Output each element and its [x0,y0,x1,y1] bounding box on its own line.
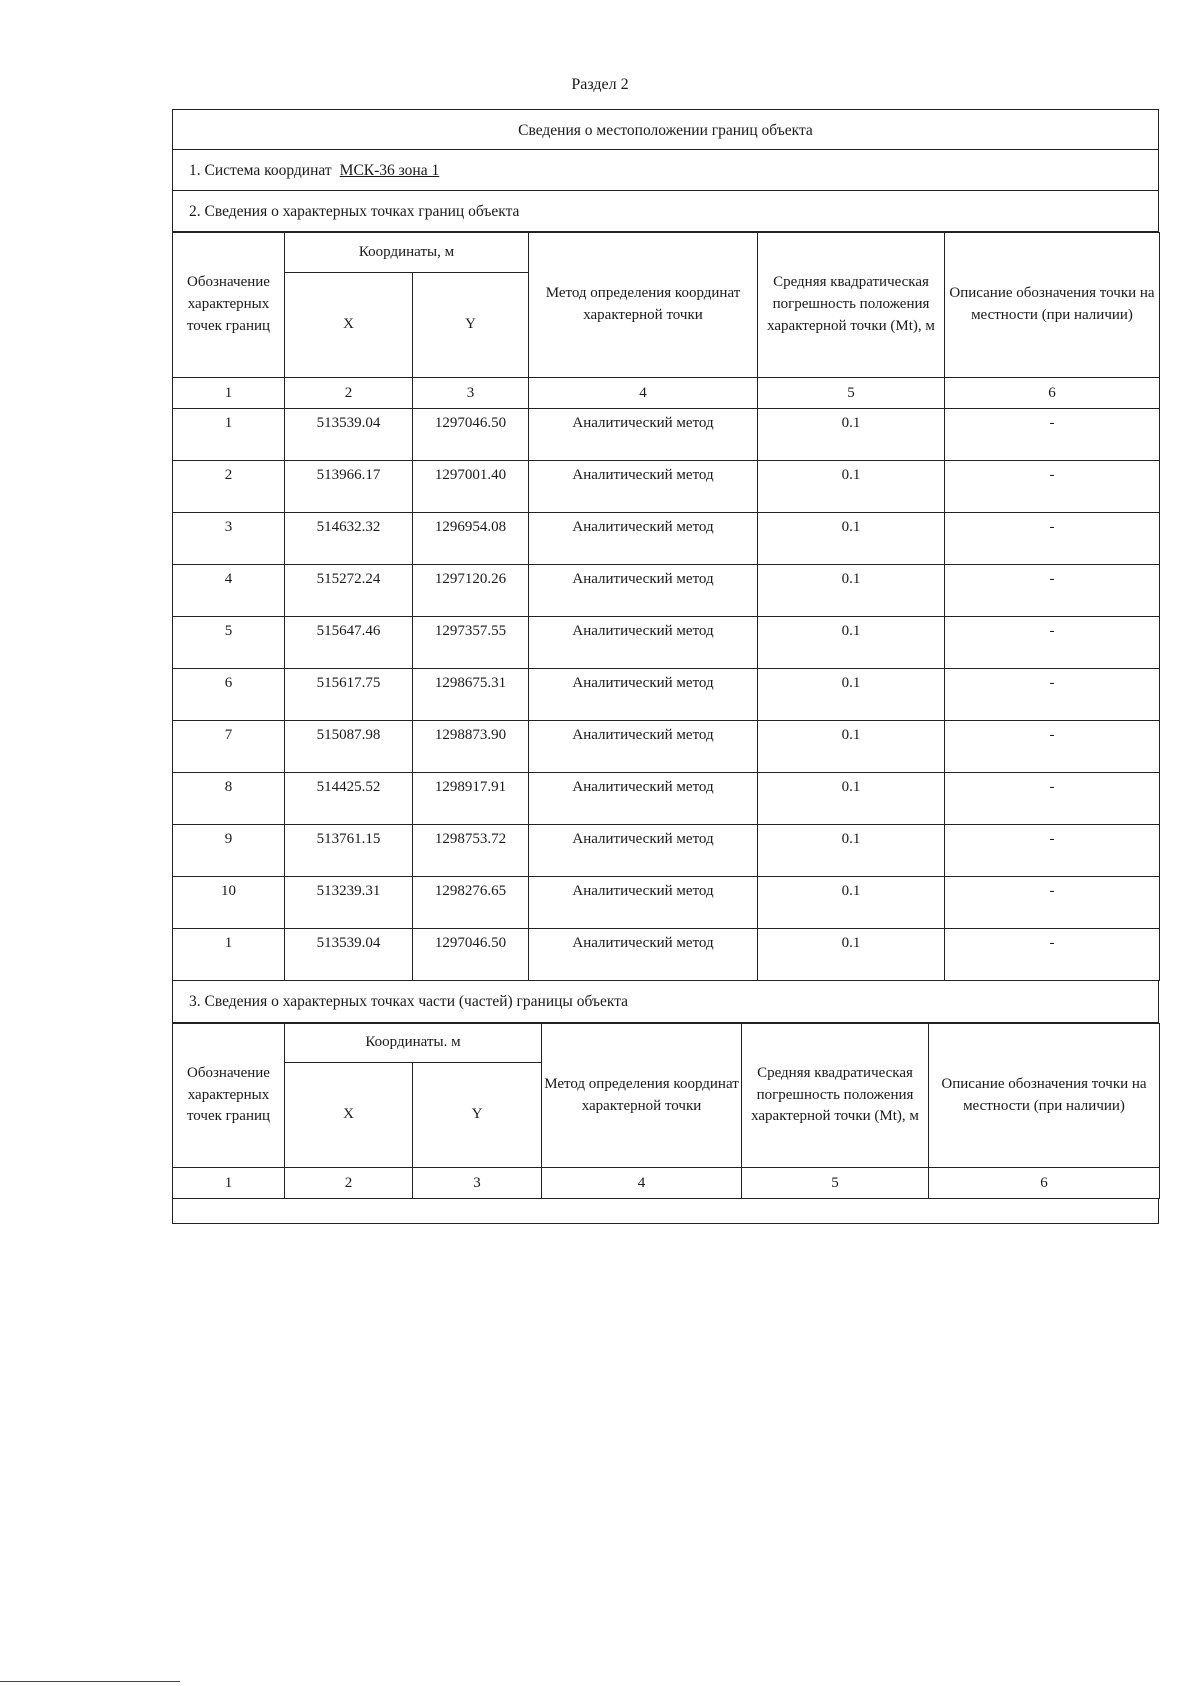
coord-system-value: МСК-36 зона 1 [339,162,440,179]
coord-system-row [172,150,1159,191]
parts-section-label: 3. Сведения о характерных точках части (частей) границы объекта [172,981,1159,1023]
point-method: Аналитический метод [529,513,758,565]
point-description: - [945,617,1160,669]
boundary-info-frame [172,109,1159,1224]
point-x: 513539.04 [285,409,413,461]
point-method: Аналитический метод [529,565,758,617]
point-y: 1297120.26 [413,565,529,617]
point-designation: 7 [173,721,285,773]
header-description: Описание обозначения точки на местности (при наличии) [929,1024,1160,1168]
point-x: 514632.32 [285,513,413,565]
header-y: Y [413,273,529,378]
point-y: 1296954.08 [413,513,529,565]
point-description: - [945,877,1160,929]
point-description: - [945,409,1160,461]
header-designation: Обозначение характерных точек границ [173,1024,285,1168]
column-number: 4 [542,1168,742,1199]
scan-edge-line [0,1681,180,1682]
point-method: Аналитический метод [529,929,758,981]
point-method: Аналитический метод [529,773,758,825]
point-designation: 8 [173,773,285,825]
header-method: Метод определения координат характерной точки [529,233,758,378]
point-y: 1297046.50 [413,409,529,461]
point-designation: 10 [173,877,285,929]
point-designation: 6 [173,669,285,721]
point-x: 513761.15 [285,825,413,877]
column-number: 5 [742,1168,929,1199]
column-number: 2 [285,378,413,409]
table-row [173,617,1160,669]
point-description: - [945,669,1160,721]
point-description: - [945,825,1160,877]
table-row [173,929,1160,981]
coord-system-label: 1. Система координат [189,162,332,179]
column-numbers-row [173,1168,1160,1199]
point-error: 0.1 [758,461,945,513]
column-number: 1 [173,1168,285,1199]
table-row [173,877,1160,929]
table-row [173,825,1160,877]
point-designation: 3 [173,513,285,565]
point-error: 0.1 [758,409,945,461]
table-row [173,669,1160,721]
point-description: - [945,461,1160,513]
point-method: Аналитический метод [529,461,758,513]
column-number: 6 [929,1168,1160,1199]
header-coordinates: Координаты, м [285,233,529,273]
table-row [173,721,1160,773]
column-number: 4 [529,378,758,409]
point-error: 0.1 [758,773,945,825]
point-x: 515272.24 [285,565,413,617]
boundary-heading: Сведения о местоположении границ объекта [172,109,1159,150]
table-row [173,773,1160,825]
column-number: 1 [173,378,285,409]
header-error: Средняя квадратическая погрешность положения характерной точки (Mt), м [758,233,945,378]
table-row [173,513,1160,565]
point-description: - [945,565,1160,617]
point-method: Аналитический метод [529,825,758,877]
point-method: Аналитический метод [529,409,758,461]
point-error: 0.1 [758,565,945,617]
boundary-points-table [172,232,1160,981]
column-numbers-row [173,378,1160,409]
point-description: - [945,721,1160,773]
point-x: 513239.31 [285,877,413,929]
point-x: 513966.17 [285,461,413,513]
point-designation: 2 [173,461,285,513]
header-designation: Обозначение характерных точек границ [173,233,285,378]
point-designation: 9 [173,825,285,877]
column-number: 6 [945,378,1160,409]
point-y: 1297357.55 [413,617,529,669]
point-y: 1297001.40 [413,461,529,513]
header-row [173,233,1160,273]
point-error: 0.1 [758,513,945,565]
point-description: - [945,513,1160,565]
boundary-parts-table [172,1023,1160,1199]
point-y: 1298753.72 [413,825,529,877]
table-row [173,461,1160,513]
column-number: 3 [413,378,529,409]
point-error: 0.1 [758,877,945,929]
point-designation: 4 [173,565,285,617]
header-description: Описание обозначения точки на местности (при наличии) [945,233,1160,378]
column-number: 3 [413,1168,542,1199]
header-y: Y [413,1063,542,1168]
empty-row [172,1199,1159,1224]
point-x: 515087.98 [285,721,413,773]
point-designation: 1 [173,409,285,461]
point-method: Аналитический метод [529,669,758,721]
point-error: 0.1 [758,825,945,877]
point-x: 513539.04 [285,929,413,981]
point-y: 1298917.91 [413,773,529,825]
section-title: Раздел 2 [571,76,629,93]
point-error: 0.1 [758,929,945,981]
point-method: Аналитический метод [529,721,758,773]
table-row [173,409,1160,461]
column-number: 2 [285,1168,413,1199]
point-designation: 5 [173,617,285,669]
header-x: X [285,1063,413,1168]
column-number: 5 [758,378,945,409]
point-x: 515617.75 [285,669,413,721]
table-row [173,565,1160,617]
point-x: 515647.46 [285,617,413,669]
point-error: 0.1 [758,617,945,669]
point-x: 514425.52 [285,773,413,825]
header-method: Метод определения координат характерной точки [542,1024,742,1168]
point-designation: 1 [173,929,285,981]
header-error: Средняя квадратическая погрешность положения характерной точки (Mt), м [742,1024,929,1168]
point-error: 0.1 [758,721,945,773]
point-method: Аналитический метод [529,877,758,929]
point-error: 0.1 [758,669,945,721]
header-row [173,1024,1160,1063]
point-method: Аналитический метод [529,617,758,669]
point-description: - [945,929,1160,981]
point-y: 1298276.65 [413,877,529,929]
header-x: X [285,273,413,378]
header-coordinates: Координаты. м [285,1024,542,1063]
point-description: - [945,773,1160,825]
point-y: 1297046.50 [413,929,529,981]
point-y: 1298675.31 [413,669,529,721]
point-y: 1298873.90 [413,721,529,773]
points-section-label: 2. Сведения о характерных точках границ объекта [172,191,1159,232]
